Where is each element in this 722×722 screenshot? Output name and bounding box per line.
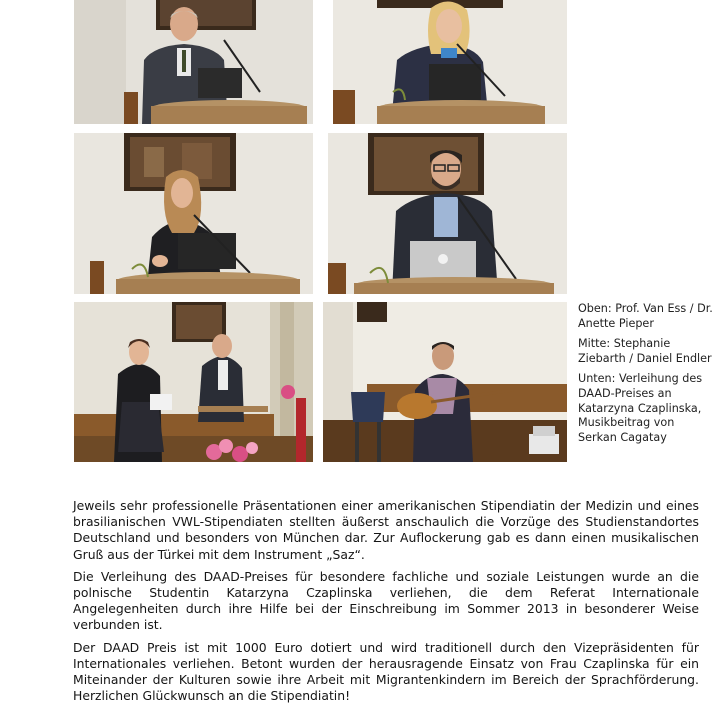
photo-stephanie-ziebarth [74,133,313,294]
photo-saz-performance [323,302,567,462]
caption-middle: Mitte: Stephanie Ziebarth / Daniel Endler [578,337,712,365]
caption-top: Oben: Prof. Van Ess / Dr. Anette Pieper [578,302,713,330]
photo-anette-pieper [333,0,567,124]
paragraph-daad-prize: Die Verleihung des DAAD-Preises für besondere fachliche und soziale Leistungen wurde an die polnische Studentin Katarzyna Czaplinska verliehen, die dem Referat Internationale Angelegenheiten durch ihre Hilfe bei der Einschreibung im Sommer 2013 in besonderer Weise verbunden ist. [73,568,699,633]
caption-bottom: Unten: Verleihung des DAAD-Preises an Katarzyna Czaplinska, Musikbeitrag von Serkan Cagatay [578,372,703,444]
paragraph-presentations: Jeweils sehr professionelle Präsentationen einer amerikanischen Stipendiatin der Medizin und eines brasilianischen VWL-Stipendiaten stellten äußerst anschaulich die Vorzüge des Studienstandortes Deutschland und besonders von München dar. Zur Auflockerung gab es dann einen musikalischen Gruß aus der Türkei mit dem Instrument „Saz“. [73,498,699,562]
photo-caption [578,302,714,451]
article-body [73,498,699,710]
photo-prof-van-ess [74,0,313,124]
photo-daad-prize-award [74,302,313,462]
photo-daniel-endler [328,133,567,294]
paragraph-prize-details: Der DAAD Preis ist mit 1000 Euro dotiert und wird traditionell durch den Vizepräsidenten für Internationales verliehen. Betont wurden der herausragende Einsatz von Frau Czaplinska für ein Miteinander der Kulturen sowie ihre Arbeit mit Migrantenkindern im Bereich der Sprachförderung. Herzlichen Glückwunsch an die Stipendiatin! [73,639,699,704]
